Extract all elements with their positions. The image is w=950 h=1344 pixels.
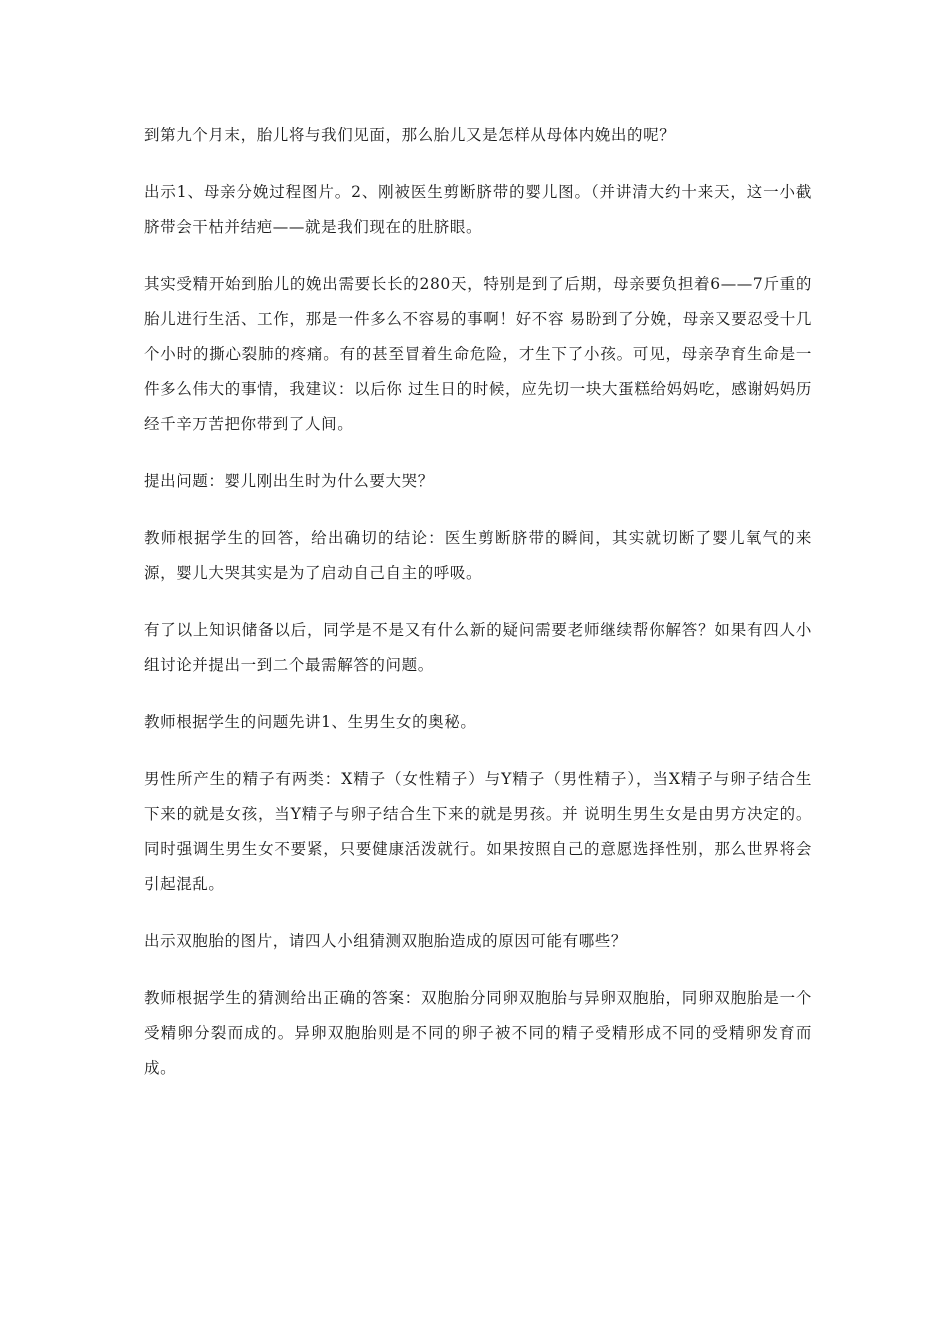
paragraph: 出示1、母亲分娩过程图片。2、刚被医生剪断脐带的婴儿图。（并讲清大约十来天，这一小截脐带会干枯并结疤——就是我们现在的肚脐眼。	[144, 183, 812, 236]
paragraph: 男性所产生的精子有两类：X精子（女性精子）与Y精子（男性精子），当X精子与卵子结合生下来的就是女孩，当Y精子与卵子结合生下来的就是男孩。并 说明生男生女是由男方决定的。同时强调生男生女不要紧，只要健康活泼就行。如果按照自己的意愿选择性别，那么世界将会引起混乱。	[144, 770, 812, 893]
paragraph: 教师根据学生的问题先讲1、生男生女的奥秘。	[144, 713, 477, 731]
paragraph: 其实受精开始到胎儿的娩出需要长长的280天，特别是到了后期，母亲要负担着6——7斤重的胎儿进行生活、工作，那是一件多么不容易的事啊！好不容 易盼到了分娩，母亲又要忍受十几个小时的撕心裂肺的疼痛。有的甚至冒着生命危险，才生下了小孩。可见，母亲孕育生命是一件多么伟大的事情，我建议：以后你 过生日的时候，应先切一块大蛋糕给妈妈吃，感谢妈妈历经千辛万苦把你带到了人间。	[144, 275, 812, 433]
paragraph: 有了以上知识储备以后，同学是不是又有什么新的疑问需要老师继续帮你解答？如果有四人小组讨论并提出一到二个最需解答的问题。	[144, 621, 812, 674]
paragraph: 教师根据学生的回答，给出确切的结论：医生剪断脐带的瞬间，其实就切断了婴儿氧气的来源，婴儿大哭其实是为了启动自己自主的呼吸。	[144, 529, 812, 582]
paragraph: 出示双胞胎的图片，请四人小组猜测双胞胎造成的原因可能有哪些？	[144, 932, 628, 950]
paragraph: 教师根据学生的猜测给出正确的答案：双胞胎分同卵双胞胎与异卵双胞胎，同卵双胞胎是一个受精卵分裂而成的。异卵双胞胎则是不同的卵子被不同的精子受精形成不同的受精卵发育而成。	[144, 989, 812, 1077]
document-page	[144, 118, 812, 1108]
paragraph: 到第九个月末，胎儿将与我们见面，那么胎儿又是怎样从母体内娩出的呢？	[144, 126, 676, 144]
paragraph: 提出问题：婴儿刚出生时为什么要大哭？	[144, 472, 434, 490]
